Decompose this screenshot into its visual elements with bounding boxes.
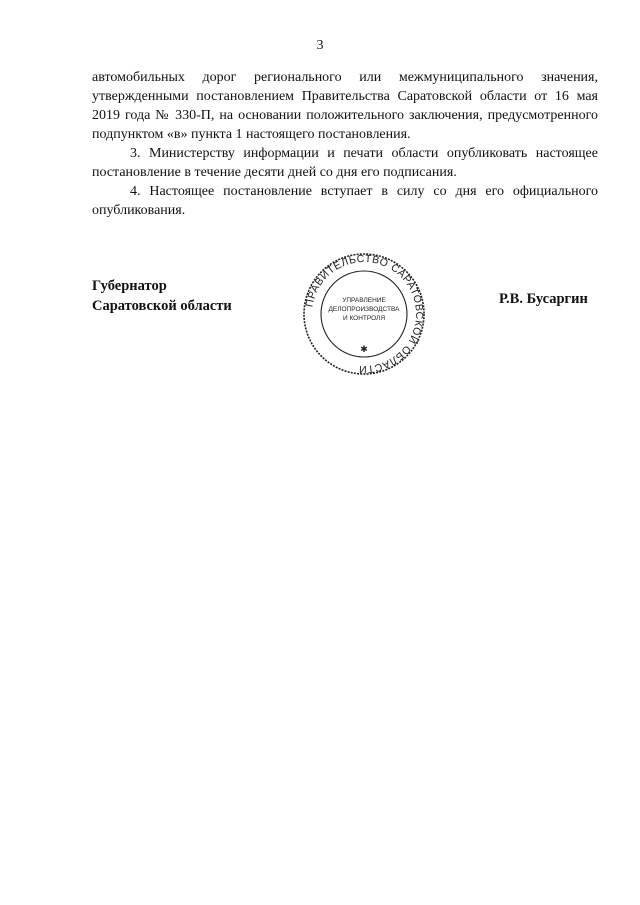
official-seal — [302, 252, 426, 376]
seal-star-icon: ✱ — [360, 345, 368, 355]
seal-outer-text: ПРАВИТЕЛЬСТВО САРАТОВСКОЙ ОБЛАСТИ — [303, 252, 426, 376]
paragraph-item-3: 3. Министерству информации и печати области опубликовать настоящее постановление в течение десяти дней со дня его подписания. — [92, 146, 598, 180]
seal-inner-line2: ДЕЛОПРОИЗВОДСТВА — [328, 306, 400, 313]
signer-position-line2: Саратовской области — [92, 298, 232, 314]
page-number: 3 — [316, 38, 324, 53]
document-body — [92, 68, 598, 220]
paragraph-continuation: автомобильных дорог регионального или межмуниципального значения, утвержденными постановлением Правительства Саратовской области от 16 мая 2019 года № 330-П, на основании положительного заключения, предусмотренного подпунктом «в» пункта 1 настоящего постановления. — [92, 70, 598, 142]
signer-name: Р.В. Бусаргин — [499, 291, 588, 307]
signer-position-line1: Губернатор — [92, 278, 167, 294]
seal-inner-line1: УПРАВЛЕНИЕ — [342, 297, 386, 304]
signer-position — [92, 276, 232, 316]
seal-inner-line3: И КОНТРОЛЯ — [342, 315, 386, 322]
paragraph-item-4: 4. Настоящее постановление вступает в силу со дня его официального опубликования. — [92, 184, 598, 218]
